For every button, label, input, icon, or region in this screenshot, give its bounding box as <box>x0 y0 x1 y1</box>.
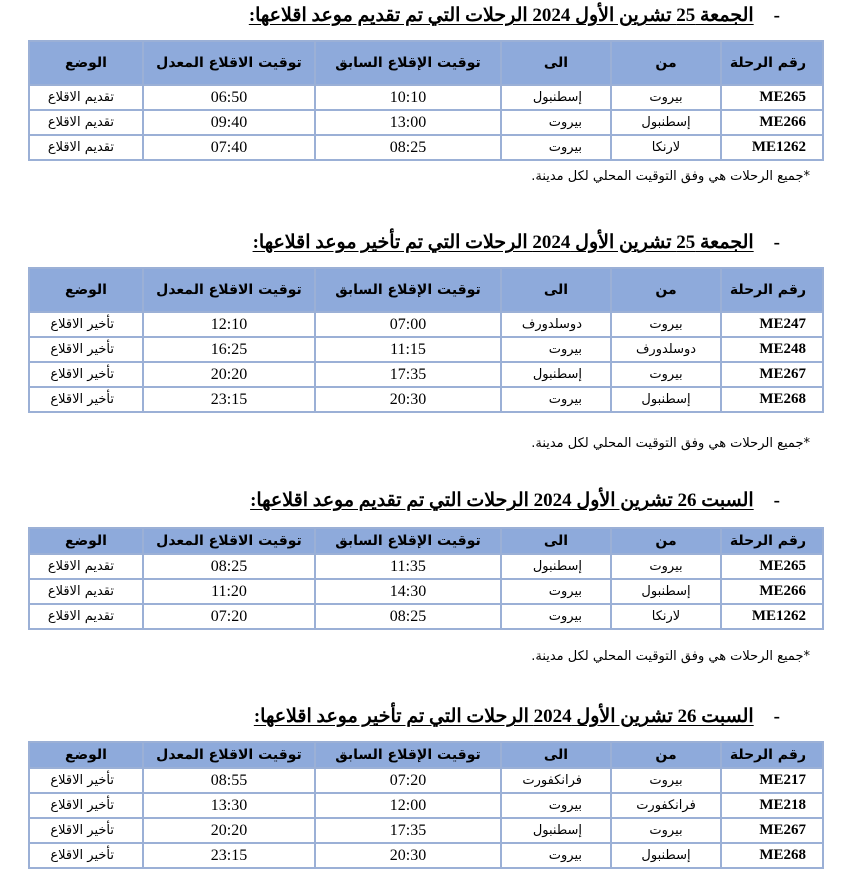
flight-number: ME267 <box>721 818 823 843</box>
previous-time: 07:00 <box>315 312 501 337</box>
col-previous-time: توقيت الإقلاع السابق <box>315 41 501 85</box>
section-heading <box>254 705 780 728</box>
col-revised-time: توقيت الاقلاع المعدل <box>143 41 315 85</box>
previous-time: 08:25 <box>315 135 501 160</box>
col-flight-number: رقم الرحلة <box>721 41 823 85</box>
flight-number: ME268 <box>721 843 823 868</box>
heading-dash: - <box>773 490 780 511</box>
revised-time: 23:15 <box>143 843 315 868</box>
flights-table <box>28 267 824 413</box>
heading-dash: - <box>773 232 780 253</box>
table-header-row <box>29 742 823 768</box>
table-row <box>29 768 823 793</box>
to-city: إسطنبول <box>501 362 611 387</box>
to-city: بيروت <box>501 579 611 604</box>
col-flight-number: رقم الرحلة <box>721 268 823 312</box>
previous-time: 11:15 <box>315 337 501 362</box>
revised-time: 13:30 <box>143 793 315 818</box>
col-from: من <box>611 41 721 85</box>
col-to: الى <box>501 742 611 768</box>
previous-time: 17:35 <box>315 818 501 843</box>
table-row <box>29 579 823 604</box>
heading-text: السبت 26 تشرين الأول 2024 الرحلات التي تم تقديم موعد اقلاعها: <box>250 490 754 511</box>
heading-text: الجمعة 25 تشرين الأول 2024 الرحلات التي تم تقديم موعد اقلاعها: <box>248 5 754 26</box>
flight-number: ME217 <box>721 768 823 793</box>
to-city: إسطنبول <box>501 818 611 843</box>
col-from: من <box>611 268 721 312</box>
from-city: إسطنبول <box>611 110 721 135</box>
heading-dash: - <box>773 5 780 26</box>
flight-number: ME248 <box>721 337 823 362</box>
table-row <box>29 843 823 868</box>
col-status: الوضع <box>29 268 143 312</box>
from-city: بيروت <box>611 554 721 579</box>
to-city: إسطنبول <box>501 85 611 110</box>
section-heading <box>249 4 780 27</box>
revised-time: 11:20 <box>143 579 315 604</box>
status: تأخير الاقلاع <box>29 387 143 412</box>
revised-time: 06:50 <box>143 85 315 110</box>
status: تأخير الاقلاع <box>29 362 143 387</box>
table-row <box>29 604 823 629</box>
flights-table <box>28 741 824 869</box>
from-city: فرانكفورت <box>611 793 721 818</box>
timezone-note: *جميع الرحلات هي وفق التوقيت المحلي لكل مدينة. <box>531 649 810 664</box>
revised-time: 16:25 <box>143 337 315 362</box>
table-row <box>29 110 823 135</box>
from-city: بيروت <box>611 768 721 793</box>
status: تقديم الاقلاع <box>29 85 143 110</box>
from-city: دوسلدورف <box>611 337 721 362</box>
status: تقديم الاقلاع <box>29 135 143 160</box>
from-city: إسطنبول <box>611 843 721 868</box>
section-heading <box>250 489 780 512</box>
table-header-row <box>29 528 823 554</box>
status: تأخير الاقلاع <box>29 337 143 362</box>
to-city: بيروت <box>501 843 611 868</box>
from-city: بيروت <box>611 312 721 337</box>
status: تقديم الاقلاع <box>29 554 143 579</box>
table-row <box>29 312 823 337</box>
flights-table <box>28 40 824 161</box>
to-city: فرانكفورت <box>501 768 611 793</box>
flight-number: ME267 <box>721 362 823 387</box>
previous-time: 12:00 <box>315 793 501 818</box>
revised-time: 20:20 <box>143 362 315 387</box>
status: تقديم الاقلاع <box>29 604 143 629</box>
revised-time: 08:55 <box>143 768 315 793</box>
from-city: إسطنبول <box>611 579 721 604</box>
revised-time: 07:20 <box>143 604 315 629</box>
previous-time: 13:00 <box>315 110 501 135</box>
status: تقديم الاقلاع <box>29 579 143 604</box>
col-flight-number: رقم الرحلة <box>721 742 823 768</box>
flights-table <box>28 527 824 630</box>
previous-time: 20:30 <box>315 843 501 868</box>
timezone-note: *جميع الرحلات هي وفق التوقيت المحلي لكل مدينة. <box>531 436 810 451</box>
to-city: بيروت <box>501 135 611 160</box>
flight-number: ME265 <box>721 554 823 579</box>
col-status: الوضع <box>29 742 143 768</box>
previous-time: 07:20 <box>315 768 501 793</box>
heading-text: الجمعة 25 تشرين الأول 2024 الرحلات التي تم تأخير موعد اقلاعها: <box>252 232 754 253</box>
heading-dash: - <box>773 706 780 727</box>
previous-time: 20:30 <box>315 387 501 412</box>
col-status: الوضع <box>29 41 143 85</box>
to-city: بيروت <box>501 110 611 135</box>
col-from: من <box>611 742 721 768</box>
flight-number: ME1262 <box>721 135 823 160</box>
revised-time: 12:10 <box>143 312 315 337</box>
table-row <box>29 554 823 579</box>
col-revised-time: توقيت الاقلاع المعدل <box>143 742 315 768</box>
col-from: من <box>611 528 721 554</box>
col-flight-number: رقم الرحلة <box>721 528 823 554</box>
to-city: إسطنبول <box>501 554 611 579</box>
status: تأخير الاقلاع <box>29 818 143 843</box>
flight-number: ME265 <box>721 85 823 110</box>
to-city: بيروت <box>501 793 611 818</box>
to-city: بيروت <box>501 387 611 412</box>
col-previous-time: توقيت الإقلاع السابق <box>315 528 501 554</box>
flight-number: ME268 <box>721 387 823 412</box>
table-row <box>29 85 823 110</box>
col-status: الوضع <box>29 528 143 554</box>
revised-time: 20:20 <box>143 818 315 843</box>
previous-time: 08:25 <box>315 604 501 629</box>
flight-number: ME247 <box>721 312 823 337</box>
from-city: بيروت <box>611 818 721 843</box>
col-revised-time: توقيت الاقلاع المعدل <box>143 268 315 312</box>
table-row <box>29 793 823 818</box>
from-city: بيروت <box>611 85 721 110</box>
revised-time: 23:15 <box>143 387 315 412</box>
status: تأخير الاقلاع <box>29 843 143 868</box>
table-header-row <box>29 41 823 85</box>
flight-number: ME218 <box>721 793 823 818</box>
table-header-row <box>29 268 823 312</box>
to-city: دوسلدورف <box>501 312 611 337</box>
previous-time: 10:10 <box>315 85 501 110</box>
col-previous-time: توقيت الإقلاع السابق <box>315 268 501 312</box>
previous-time: 17:35 <box>315 362 501 387</box>
revised-time: 07:40 <box>143 135 315 160</box>
col-to: الى <box>501 41 611 85</box>
previous-time: 11:35 <box>315 554 501 579</box>
to-city: بيروت <box>501 337 611 362</box>
flight-number: ME266 <box>721 110 823 135</box>
status: تقديم الاقلاع <box>29 110 143 135</box>
revised-time: 08:25 <box>143 554 315 579</box>
col-to: الى <box>501 528 611 554</box>
table-row <box>29 818 823 843</box>
status: تأخير الاقلاع <box>29 312 143 337</box>
to-city: بيروت <box>501 604 611 629</box>
section-heading <box>253 231 780 254</box>
from-city: بيروت <box>611 362 721 387</box>
previous-time: 14:30 <box>315 579 501 604</box>
timezone-note: *جميع الرحلات هي وفق التوقيت المحلي لكل مدينة. <box>531 169 810 184</box>
col-to: الى <box>501 268 611 312</box>
status: تأخير الاقلاع <box>29 768 143 793</box>
table-row <box>29 135 823 160</box>
from-city: لارنكا <box>611 604 721 629</box>
table-row <box>29 387 823 412</box>
status: تأخير الاقلاع <box>29 793 143 818</box>
table-row <box>29 362 823 387</box>
col-previous-time: توقيت الإقلاع السابق <box>315 742 501 768</box>
col-revised-time: توقيت الاقلاع المعدل <box>143 528 315 554</box>
from-city: إسطنبول <box>611 387 721 412</box>
revised-time: 09:40 <box>143 110 315 135</box>
table-row <box>29 337 823 362</box>
from-city: لارنكا <box>611 135 721 160</box>
flight-number: ME1262 <box>721 604 823 629</box>
heading-text: السبت 26 تشرين الأول 2024 الرحلات التي تم تأخير موعد اقلاعها: <box>253 706 754 727</box>
flight-number: ME266 <box>721 579 823 604</box>
